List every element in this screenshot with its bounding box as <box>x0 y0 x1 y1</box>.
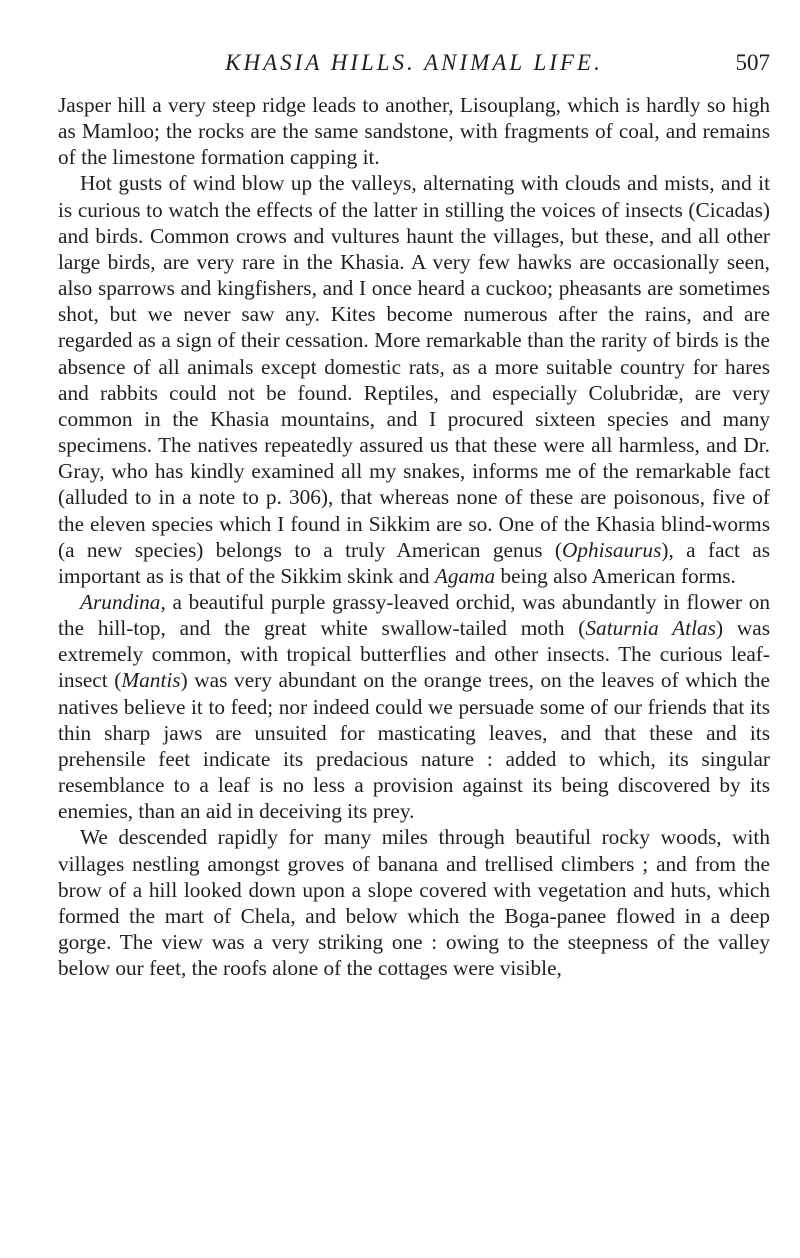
italic-term: Agama <box>434 563 496 588</box>
text-run: being also American forms. <box>495 563 736 588</box>
text-run: ) was very abundant on the orange trees, on the leaves of which the natives believe it to feed; nor indeed could we persuade some of our friends that its thin sharp jaws are unsuited for masticating leaves, and that these and its prehensile feet indicate its predacious nature : added to which, its singular resemblance to a leaf is no less a provision against its being discovered by its enemies, than an aid in deceiving its prey. <box>58 668 771 824</box>
body-text <box>58 92 770 981</box>
paragraph-2 <box>58 170 770 589</box>
text-run: Hot gusts of wind blow up the valleys, alternating with clouds and mists, and it is curious to watch the effects of the latter in stilling the voices of insects (Cicadas) and birds. Common crows and vultures haunt the villages, but these, and all other large birds, are very rare in the Khasia. A very few hawks are occasionally seen, also sparrows and kingfishers, and I once heard a cuckoo; pheasants are sometimes shot, but we never saw any. Kites become numerous after the rains, and are regarded as a sign of their cessation. More remarkable than the rarity of birds is the absence of all animals except domestic rats, as a more suitable country for hares and rabbits could not be found. Reptiles, and especially Colubridæ, are very common in the Khasia mountains, and I procured sixteen species and many specimens. The natives repeatedly assured us that these were all harmless, and Dr. Gray, who has kindly examined all my snakes, informs me of the remarkable fact (alluded to in a note to p. 306), that whereas none of these are poisonous, five of the eleven species which I found in Sikkim are so. One of the Khasia blind-worms (a new species) belongs to a truly American genus ( <box>58 171 770 562</box>
running-head-title: KHASIA HILLS. ANIMAL LIFE. <box>225 50 603 75</box>
text-run: We descended rapidly for many miles through beautiful rocky woods, with villages nestling amongst groves of banana and trellised climbers ; and from the brow of a hill looked down upon a slope covered with vegetation and huts, which formed the mart of Chela, and below which the Boga-panee flowed in a deep gorge. The view was a very striking one : owing to the steepness of the valley below our feet, the roofs alone of the cottages were visible, <box>58 825 770 981</box>
page-number: 507 <box>735 50 770 75</box>
italic-term: Ophisaurus <box>561 537 662 562</box>
text-run: , a beautiful purple grassy-leaved orchid, was abundantly in flower on the hill-top, and the great white swallow-tailed moth ( <box>58 589 770 641</box>
text-run: ) was extremely common, with tropical butterflies and other insects. The curious leaf-insect ( <box>58 616 770 693</box>
paragraph-3 <box>58 589 770 824</box>
italic-term: Mantis <box>121 668 181 693</box>
book-page <box>58 0 770 1258</box>
text-run: Jasper hill a very steep ridge leads to another, Lisouplang, which is hardly so high as Mamloo; the rocks are the same sandstone, with fragments of coal, and remains of the limestone formation capping it. <box>58 93 770 170</box>
text-run: ), a fact as important as is that of the Sikkim skink and <box>58 537 770 588</box>
paragraph-4 <box>58 824 770 981</box>
paragraph-1 <box>58 92 770 170</box>
running-head <box>58 48 770 92</box>
italic-term: Arundina <box>80 589 161 614</box>
italic-term: Saturnia Atlas <box>585 616 716 641</box>
